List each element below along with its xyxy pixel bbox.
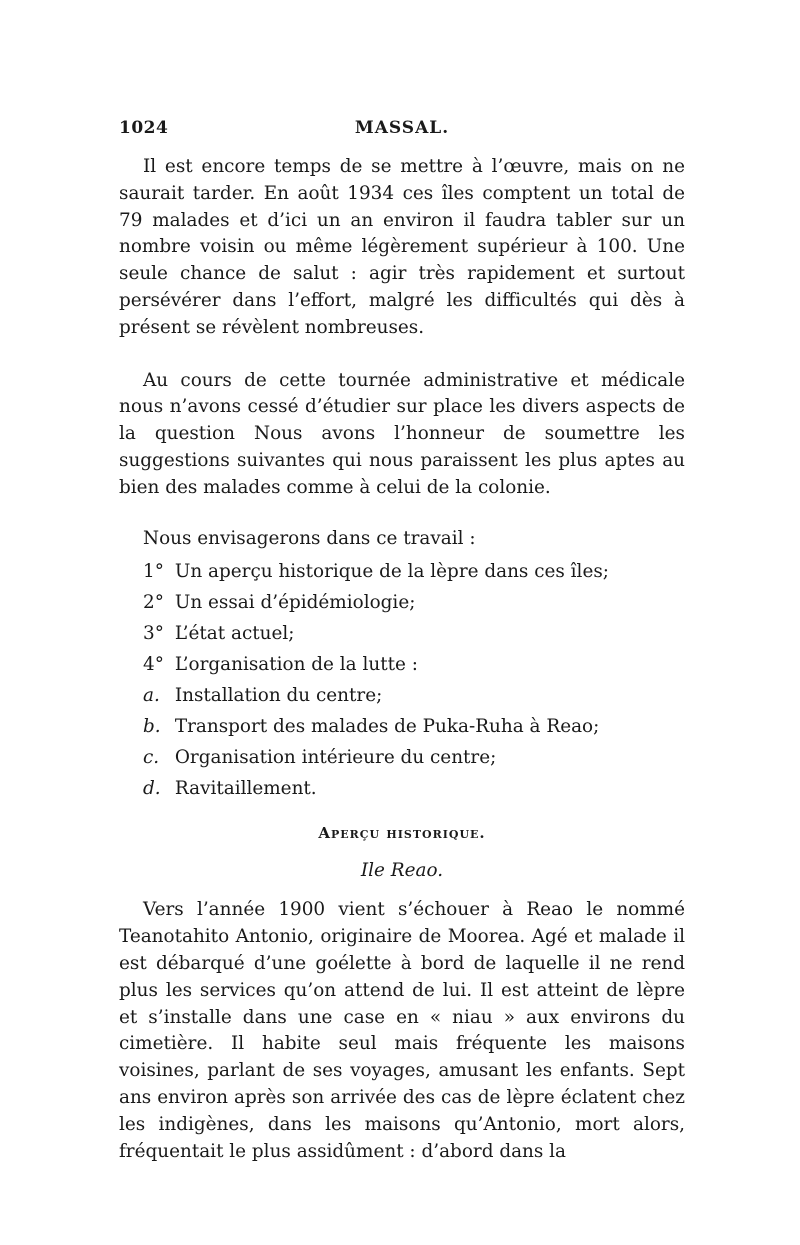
page-number: 1024 [119,118,169,138]
plan-item [143,556,685,587]
plan-item [143,680,685,711]
running-head [119,112,685,142]
plan-item [143,649,685,680]
plan-item-text: Un aperçu historique de la lèpre dans ces îles; [174,561,609,583]
plan-item-text: L’état actuel; [174,623,295,645]
plan-item-text: Organisation intérieure du centre; [174,747,497,769]
subsection-title: Ile Reao. [360,860,444,882]
plan-item-marker: d. [143,778,161,800]
plan-item-marker: 4° [143,654,164,676]
plan-item [143,618,685,649]
paragraph-urgency: Il est encore temps de se mettre à l’œuvre, mais on ne saurait tarder. En août 1934 ces îles comptent un total de 79 malades et d’ici un an environ il faudra tabler sur un nombre voisin ou même légèrement supérieur à 100. Une seule chance de salut : agir très rapidement et surtout persévérer dans l’effort, malgré les difficultés qui dès à présent se révèlent nombreuses. [119,156,685,338]
paragraph-plan-intro: Nous envisagerons dans ce travail : [143,527,476,549]
running-head-author: MASSAL. [354,118,450,138]
paragraph-history: Vers l’année 1900 vient s’échouer à Reao le nommé Teanotahito Antonio, originaire de Moorea. Agé et malade il est débarqué d’une goélette à bord de laquelle il ne rend plus les services qu’on attend de lui. Il est atteint de lèpre et s’installe dans une case en « niau » aux environs du cimetière. Il habite seul mais fréquente les maisons voisines, parlant de ses voyages, amusant les enfants. Sept ans environ après son arrivée des cas de lèpre éclatent chez les indigènes, dans les maisons qu’Antonio, mort alors, fréquentait le plus assidûment : d’abord dans la [119,899,685,1162]
plan-item [143,711,685,742]
plan-item [143,587,685,618]
plan-item-text: L’organisation de la lutte : [174,654,418,676]
plan-item-text: Transport des malades de Puka-Ruha à Reao; [174,716,600,738]
plan-item-text: Un essai d’épidémiologie; [174,592,416,614]
plan-list [119,556,685,804]
plan-item-marker: a. [143,685,160,707]
plan-item-marker: 3° [143,623,164,645]
section-title: Aperçu historique. [318,824,486,843]
plan-item-marker: c. [143,747,160,769]
plan-item [143,773,685,804]
plan-item-marker: b. [143,716,161,738]
paragraph-suggestions: Au cours de cette tournée administrative et médicale nous n’avons cessé d’étudier sur place les divers aspects de la question Nous avons l’honneur de soumettre les suggestions suivantes qui nous paraissent les plus aptes au bien des malades comme à celui de la colonie. [119,369,685,498]
book-page [119,112,685,1165]
plan-item-marker: 2° [143,592,164,614]
plan-item-text: Ravitaillement. [174,778,317,800]
plan-item-text: Installation du centre; [174,685,383,707]
plan-item [143,742,685,773]
plan-item-marker: 1° [143,561,164,583]
